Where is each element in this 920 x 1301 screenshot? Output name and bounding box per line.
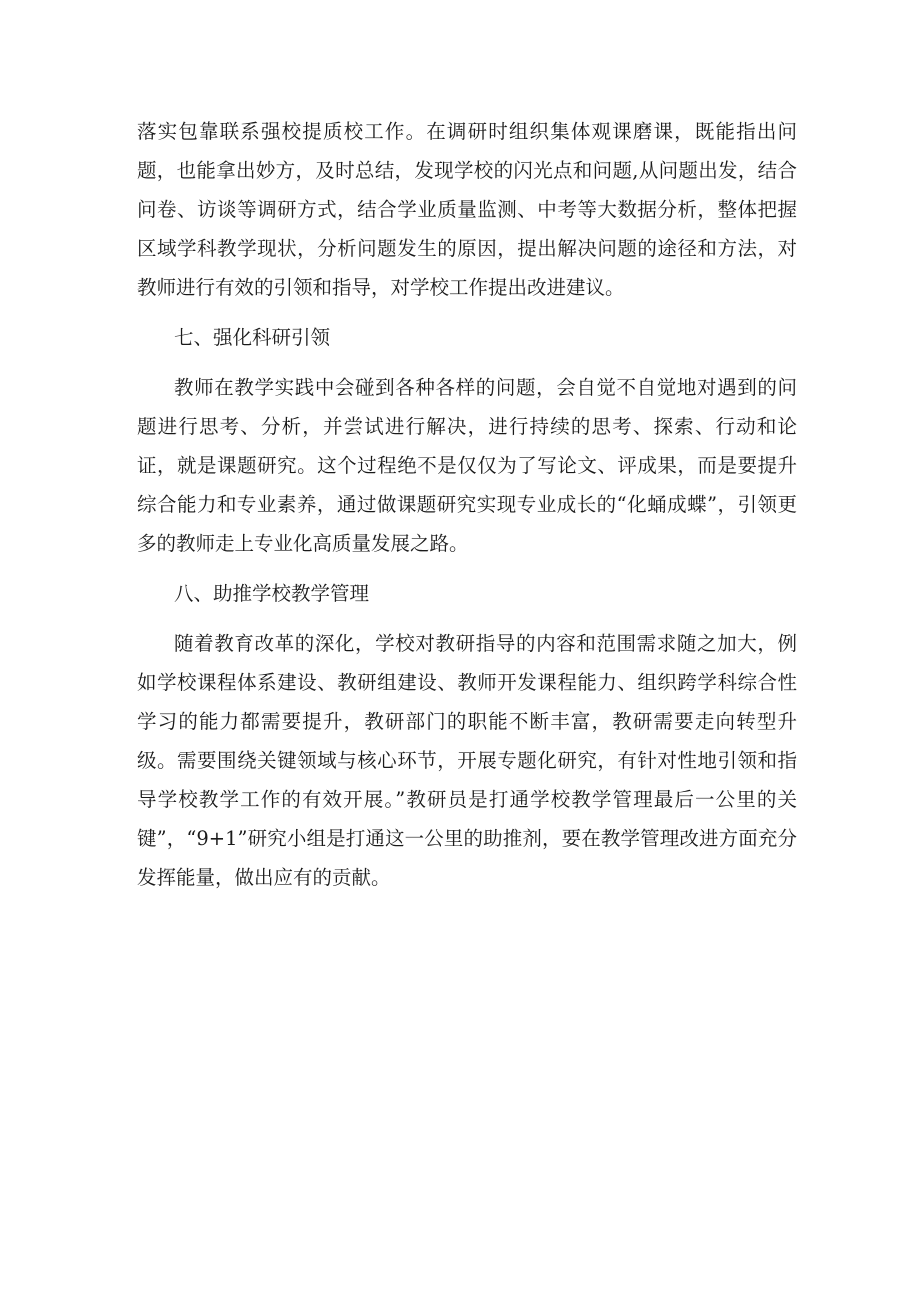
section-heading-7: 七、强化科研引领 (174, 326, 331, 349)
paragraph-research: 教师在教学实践中会碰到各种各样的问题，会自觉不自觉地对遇到的问题进行思考、分析，并尝试进行解决，进行持续的思考、探索、行动和论证，就是课题研究。这个过程绝不是仅仅为了写论文、评成果，而是要提升综合能力和专业素养，通过做课题研究实现专业成长的“化蛹成蝶”，引领更多的教师走上专业化高质量发展之路。 (137, 376, 797, 555)
section-heading-8: 八、助推学校教学管理 (174, 582, 370, 605)
paragraph-continuation: 落实包靠联系强校提质校工作。在调研时组织集体观课磨课，既能指出问题，也能拿出妙方，及时总结，发现学校的闪光点和问题,从问题出发，结合问卷、访谈等调研方式，结合学业质量监测、中考等大数据分析，整体把握区域学科教学现状，分析问题发生的原因，提出解决问题的途径和方法，对教师进行有效的引领和指导，对学校工作提出改进建议。 (137, 120, 797, 299)
paragraph-management: 随着教育改革的深化，学校对教研指导的内容和范围需求随之加大，例如学校课程体系建设、教研组建设、教师开发课程能力、组织跨学科综合性学习的能力都需要提升，教研部门的职能不断丰富，教研需要走向转型升级。需要围绕关键领域与核心环节，开展专题化研究，有针对性地引领和指导学校教学工作的有效开展。”教研员是打通学校教学管理最后一公里的关键”，“9+1”研究小组是打通这一公里的助推剂，要在教学管理改进方面充分发挥能量，做出应有的贡献。 (137, 632, 797, 889)
document-body (137, 112, 797, 908)
